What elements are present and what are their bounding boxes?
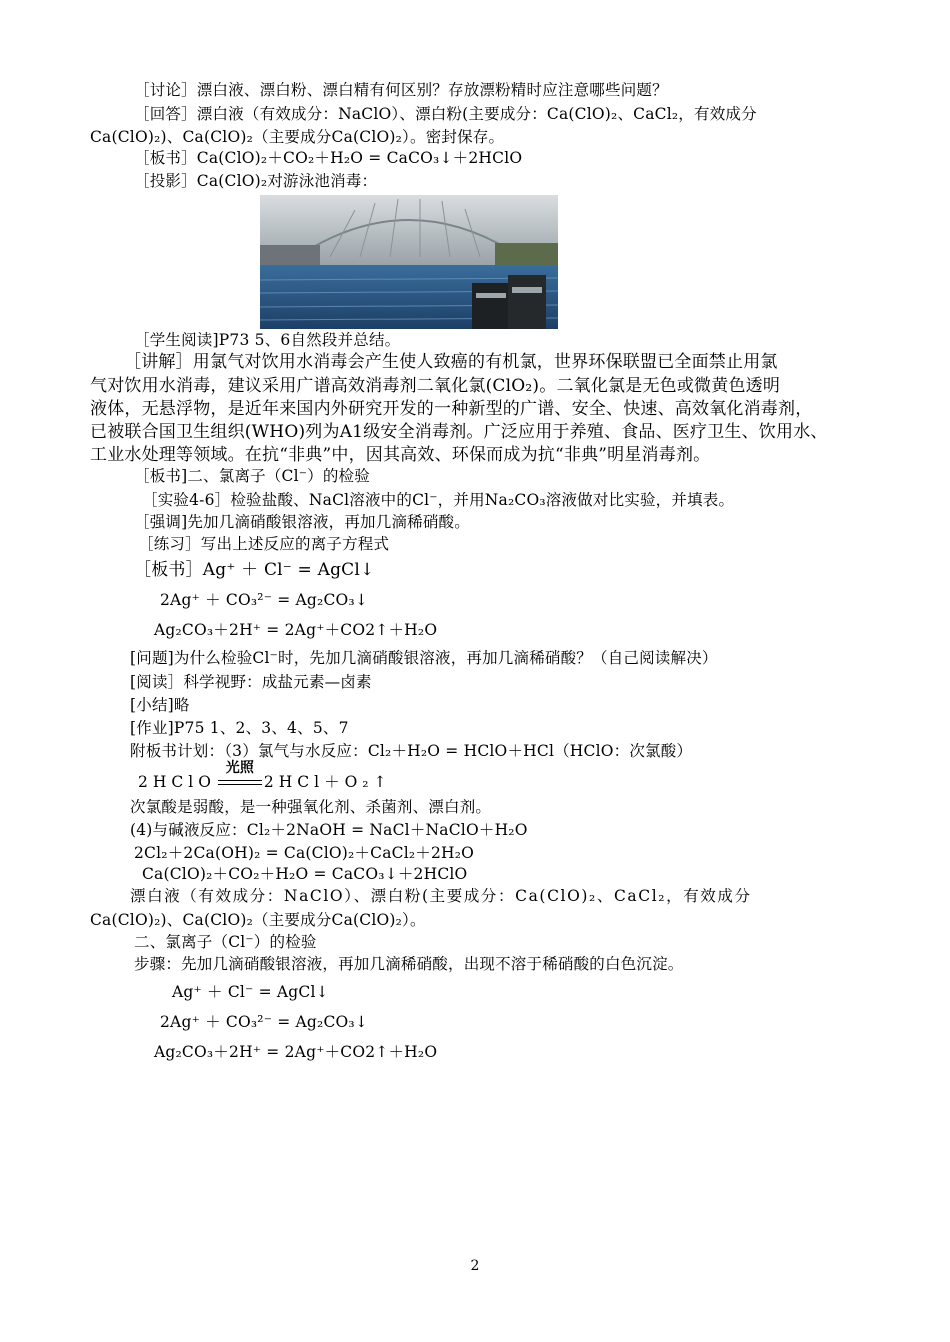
board-equation-3: Ag₂CO₃＋2H⁺ = 2Ag⁺＋CO2↑＋H₂O xyxy=(154,621,438,639)
homework-line: [作业]P75 1、2、3、4、5、7 xyxy=(130,719,349,737)
explanation-line-2: 气对饮用水消毒，建议采用广谱高效消毒剂二氧化氯(ClO₂)。二氧化氯是无色或微黄色透明 xyxy=(90,376,781,396)
bleach-summary-line: 漂白液（有效成分：NaClO）、漂白粉(主要成分：Ca(ClO)₂、CaCl₂，有效成分 xyxy=(130,887,752,905)
explanation-line-3: 液体，无悬浮物，是近年来国内外研究开发的一种新型的广谱、安全、快速、高效氧化消毒剂， xyxy=(90,399,813,419)
board-equation-line: ［板书］Ca(ClO)₂＋CO₂＋H₂O = CaCO₃↓＋2HClO xyxy=(134,149,523,167)
summary-equation-3: Ag₂CO₃＋2H⁺ = 2Ag⁺＋CO2↑＋H₂O xyxy=(154,1043,438,1061)
reaction-condition-label: 光照 xyxy=(225,760,255,776)
answer-line-cont: Ca(ClO)₂)、Ca(ClO)₂（主要成分Ca(ClO)₂）。密封保存。 xyxy=(90,128,505,146)
discussion-line: ［讨论］漂白液、漂白粉、漂白精有何区别？存放漂粉精时应注意哪些问题？ xyxy=(134,81,668,99)
bleach-summary-cont: Ca(ClO)₂)、Ca(ClO)₂（主要成分Ca(ClO)₂）。 xyxy=(90,911,426,929)
reaction-condition-arrow xyxy=(218,760,262,793)
page-number: 2 xyxy=(470,1258,480,1274)
summary-line: [小结]略 xyxy=(130,696,190,714)
question-line: [问题]为什么检验Cl⁻时，先加几滴硝酸银溶液，再加几滴稀硝酸？（自己阅读解决） xyxy=(130,649,718,667)
alkali-reaction-line: (4)与碱液反应：Cl₂＋2NaOH = NaCl＋NaClO＋H₂O xyxy=(130,821,528,839)
alkali-equation-2: 2Cl₂＋2Ca(OH)₂ = Ca(ClO)₂＋CaCl₂＋2H₂O xyxy=(134,844,475,862)
emphasis-line: ［强调]先加几滴硝酸银溶液，再加几滴稀硝酸。 xyxy=(134,513,470,531)
explanation-line-1: ［讲解］用氯气对饮用水消毒会产生使人致癌的有机氯，世界环保联盟已全面禁止用氯 xyxy=(124,352,778,372)
equation-products: 2HCl＋O₂↑ xyxy=(263,773,392,791)
board-plan-line: 附板书计划：（3）氯气与水反应：Cl₂＋H₂O = HClO＋HCl（HClO：次氯酸） xyxy=(130,742,693,760)
summary-equation-1: Ag⁺ ＋ Cl⁻ = AgCl↓ xyxy=(172,983,329,1001)
reading-line: [阅读］科学视野：成盐元素—卤素 xyxy=(130,673,372,691)
chloride-heading-2: 二、氯离子（Cl⁻）的检验 xyxy=(134,933,317,951)
board-equation-1: ［板书］Ag⁺ ＋ Cl⁻ = AgCl↓ xyxy=(134,560,375,580)
summary-equation-2: 2Ag⁺ ＋ CO₃²⁻ = Ag₂CO₃↓ xyxy=(160,1013,369,1031)
explanation-line-5: 工业水处理等领域。在抗“非典”中，因其高效、环保而成为抗“非典”明星消毒剂。 xyxy=(90,445,711,465)
projection-line: ［投影］Ca(ClO)₂对游泳池消毒： xyxy=(134,172,378,190)
swimming-pool-photo xyxy=(260,195,558,329)
explanation-line-4: 已被联合国卫生组织(WHO)列为A1级安全消毒剂。广泛应用于养殖、食品、医疗卫生、饮用水、 xyxy=(90,422,828,442)
experiment-line: ［实验4-6］检验盐酸、NaCl溶液中的Cl⁻，并用Na₂CO₃溶液做对比实验，并填表。 xyxy=(142,491,735,509)
board-equation-2: 2Ag⁺ ＋ CO₃²⁻ = Ag₂CO₃↓ xyxy=(160,591,369,609)
photolysis-equation xyxy=(138,760,392,793)
hypochlorous-acid-note: 次氯酸是弱酸，是一种强氧化剂、杀菌剂、漂白剂。 xyxy=(130,798,492,816)
alkali-equation-3: Ca(ClO)₂＋CO₂＋H₂O = CaCO₃↓＋2HClO xyxy=(142,865,468,883)
student-reading-line: ［学生阅读]P73 5、6自然段并总结。 xyxy=(134,331,401,349)
equation-reactant: 2HClO xyxy=(138,773,216,791)
steps-line: 步骤：先加几滴硝酸银溶液，再加几滴稀硝酸，出现不溶于稀硝酸的白色沉淀。 xyxy=(134,955,684,973)
answer-line: ［回答］漂白液（有效成分：NaClO）、漂白粉(主要成分：Ca(ClO)₂、CaCl₂，有效成分 xyxy=(134,105,757,123)
exercise-line: ［练习］写出上述反应的离子方程式 xyxy=(138,535,390,553)
board-chloride-heading: ［板书]二、氯离子（Cl⁻）的检验 xyxy=(134,467,370,485)
